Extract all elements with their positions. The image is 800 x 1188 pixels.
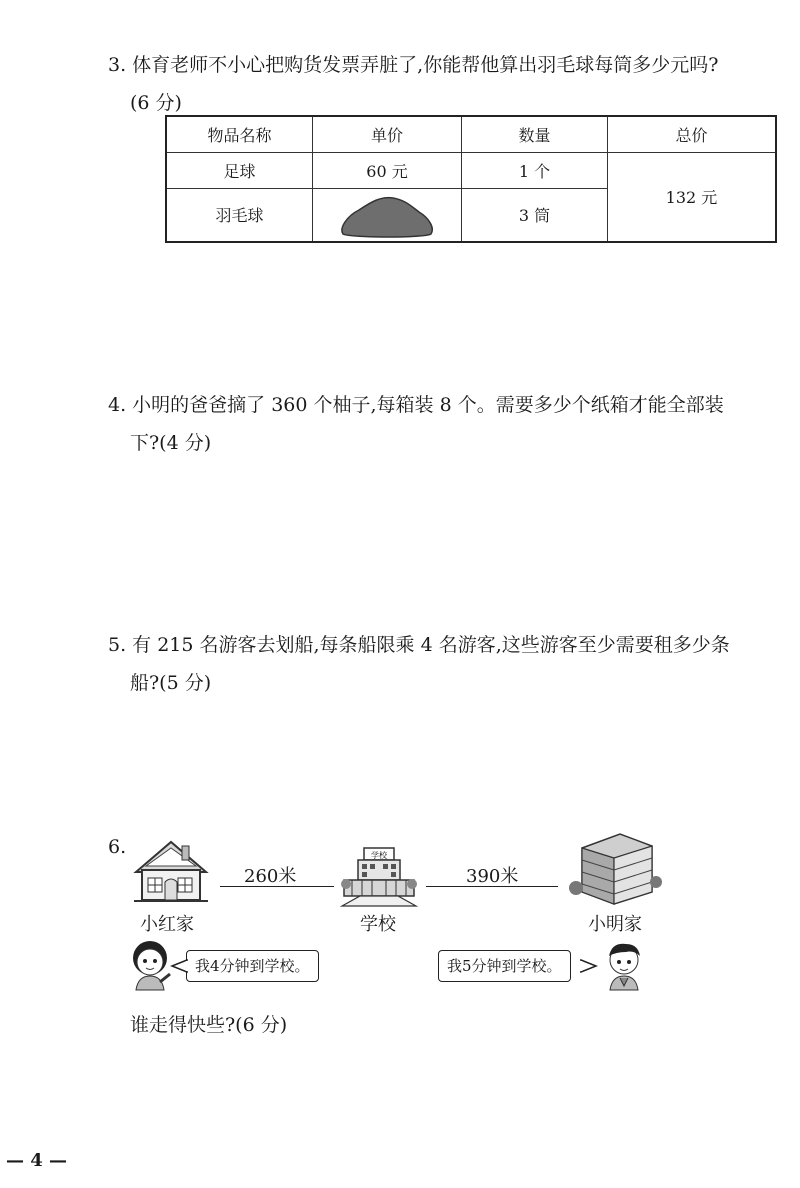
question-3-score: (6 分) bbox=[130, 92, 182, 114]
distance-left-line bbox=[220, 886, 334, 887]
question-4 bbox=[108, 386, 788, 462]
page-number: — 4 — bbox=[6, 1150, 68, 1171]
ink-stain-cell bbox=[313, 188, 462, 242]
home-right-label: 小明家 bbox=[588, 914, 642, 935]
distance-right-label: 390米 bbox=[466, 866, 519, 887]
invoice-table bbox=[165, 115, 777, 243]
question-5-text: 5. 有 215 名游客去划船,每条船限乘 4 名游客,这些游客至少需要租多少条 bbox=[108, 634, 730, 656]
table-row bbox=[166, 152, 776, 188]
header-qty: 数量 bbox=[462, 116, 608, 152]
school-label: 学校 bbox=[360, 914, 396, 935]
school-icon bbox=[340, 844, 418, 908]
header-total: 总价 bbox=[608, 116, 777, 152]
question-3 bbox=[108, 46, 788, 122]
girl-icon bbox=[126, 938, 174, 992]
apartment-building-icon bbox=[568, 830, 660, 906]
bubble-left-pointer bbox=[172, 958, 188, 974]
question-5-score: 船?(5 分) bbox=[130, 672, 212, 694]
speech-bubble-left: 我4分钟到学校。 bbox=[186, 950, 319, 982]
question-3-text: 3. 体育老师不小心把购货发票弄脏了,你能帮他算出羽毛球每筒多少元吗? bbox=[108, 54, 719, 76]
boy-icon bbox=[600, 938, 648, 992]
house-icon bbox=[132, 838, 210, 904]
table-header-row bbox=[166, 116, 776, 152]
header-price: 单价 bbox=[313, 116, 462, 152]
row1-price: 60 元 bbox=[313, 152, 462, 188]
row1-qty: 1 个 bbox=[462, 152, 608, 188]
bubble-right-pointer bbox=[580, 958, 596, 974]
distance-left-label: 260米 bbox=[244, 866, 297, 887]
school-sign-text: 学校 bbox=[371, 851, 387, 860]
row2-item: 羽毛球 bbox=[166, 188, 313, 242]
home-left-label: 小红家 bbox=[140, 914, 194, 935]
row1-item: 足球 bbox=[166, 152, 313, 188]
row2-qty: 3 筒 bbox=[462, 188, 608, 242]
question-5 bbox=[108, 626, 788, 702]
question-6-number: 6. bbox=[108, 836, 127, 858]
ink-stain-icon bbox=[337, 194, 437, 238]
speech-bubble-right: 我5分钟到学校。 bbox=[438, 950, 571, 982]
total-cell: 132 元 bbox=[608, 152, 777, 242]
question-4-text: 4. 小明的爸爸摘了 360 个柚子,每箱装 8 个。需要多少个纸箱才能全部装 bbox=[108, 394, 724, 416]
question-4-score: 下?(4 分) bbox=[130, 432, 212, 454]
question-6-text: 谁走得快些?(6 分) bbox=[130, 1014, 288, 1036]
header-item: 物品名称 bbox=[166, 116, 313, 152]
distance-right-line bbox=[426, 886, 558, 887]
